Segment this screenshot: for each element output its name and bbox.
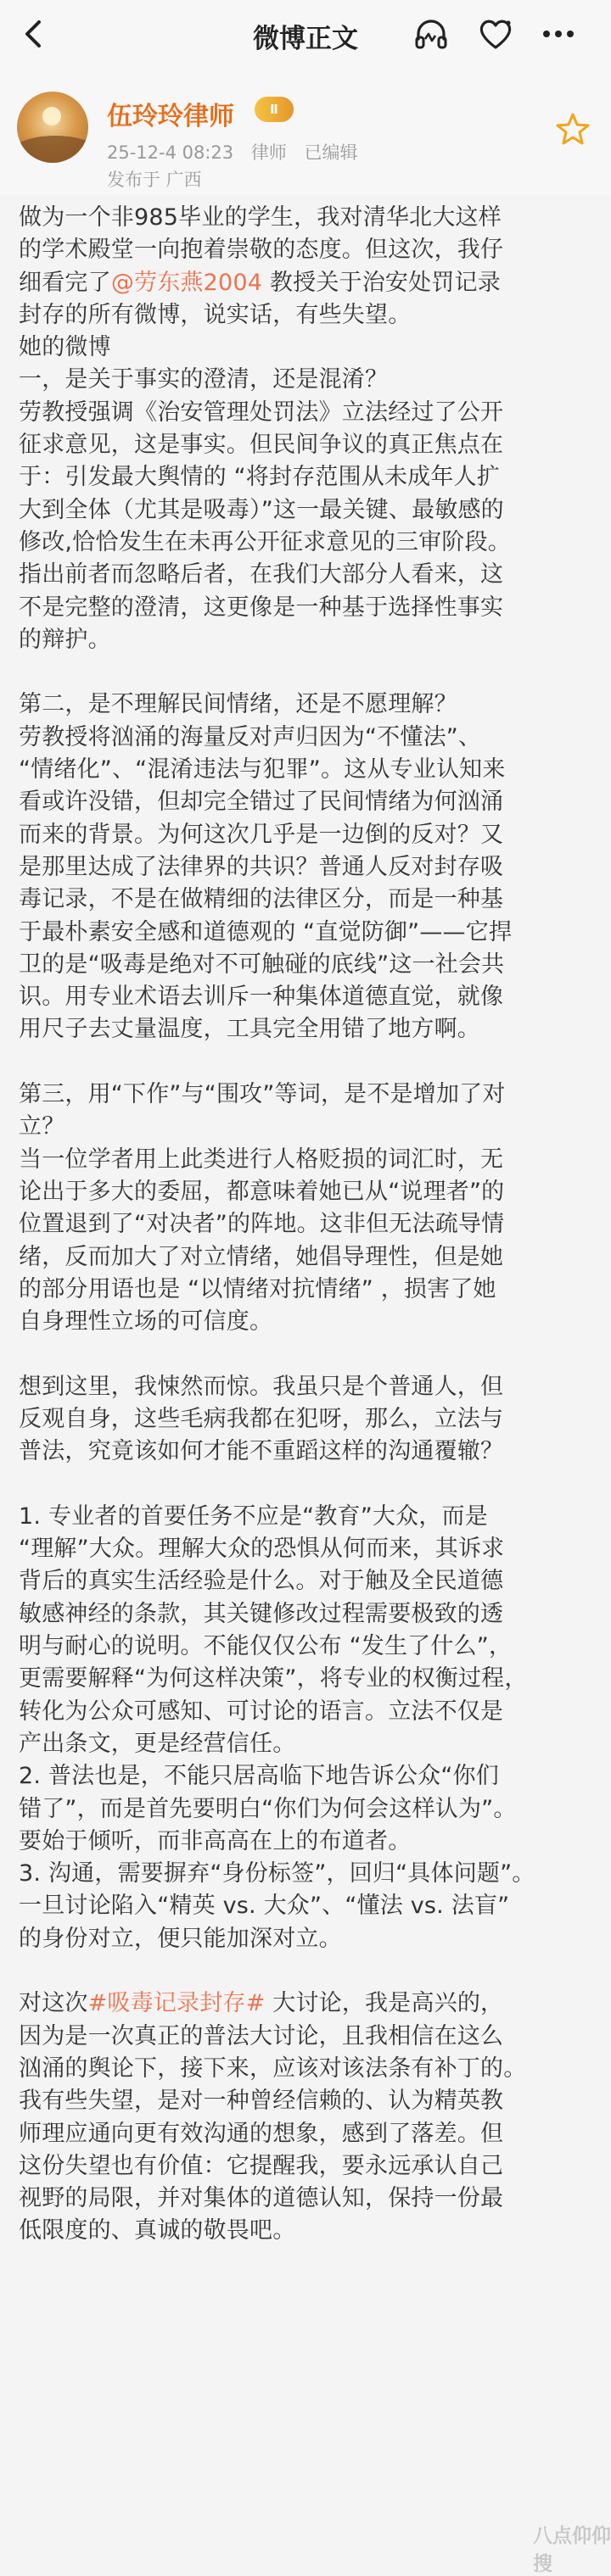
- more-dots-icon[interactable]: [538, 14, 579, 54]
- text-fragment: 教授关于治安处罚记录: [262, 269, 501, 296]
- text-line: 修改,恰恰发生在未再公开征求意见的三审阶段。: [19, 528, 511, 555]
- text-line: 用尺子去丈量温度，工具完全用错了地方啊。: [19, 1016, 480, 1043]
- list-item-line: 2. 普法也是，不能只居高临下地告诉公众“你们: [19, 1763, 499, 1790]
- text-line: 她的微博: [19, 334, 111, 361]
- post-location: 发布于 广西: [107, 170, 202, 190]
- post-body: [19, 202, 596, 2248]
- avatar-hill-shape: [17, 136, 88, 163]
- text-line: 立？: [19, 1113, 65, 1140]
- text-line: 当一位学者用上此类进行人格贬损的词汇时，无: [19, 1146, 504, 1173]
- text-line: 征求意见，这是事实。但民间争议的真正焦点在: [19, 432, 504, 459]
- hashtag-link[interactable]: #吸毒记录封存#: [87, 1990, 266, 2017]
- text-line: 的学术殿堂一向抱着崇敬的态度。但这次，我仔: [19, 237, 504, 264]
- text-fragment: 对这次: [19, 1990, 88, 2017]
- list-item-line: 3. 沟通，需要摒弃“身份标签”，回归“具体问题”。: [19, 1860, 535, 1887]
- text-line: 这份失望也有价值：它提醒我，要永远承认自己: [19, 2152, 504, 2179]
- list-item-line: 更需要解释“为何这样决策”，将专业的权衡过程，: [19, 1665, 528, 1692]
- text-line: 自身理性立场的可信度。: [19, 1308, 273, 1335]
- text-fragment: 大讨论，我是高兴的，: [265, 1990, 504, 2017]
- text-line: 于：引发最大舆情的 “将封存范围从未成年人扩: [19, 464, 500, 491]
- section-heading: 第二，是不理解民间情绪，还是不愿理解？: [19, 691, 457, 718]
- author-role: 律师: [250, 142, 287, 163]
- text-line: 是那里达成了法律界的共识？普通人反对封存吸: [19, 853, 504, 880]
- text-line: [19, 267, 596, 299]
- text-line: 绪，反而加大了对立情绪，她倡导理性，但是她: [19, 1243, 504, 1270]
- list-item-line: 产出条文，更是经营信任。: [19, 1730, 296, 1757]
- list-item-line: 1. 专业者的首要任务不应是“教育”大众，而是: [19, 1503, 488, 1530]
- section-heading: 一，是关于事实的澄清，还是混淆？: [19, 366, 389, 393]
- text-line: 想到这里，我悚然而惊。我虽只是个普通人，但: [19, 1373, 504, 1400]
- text-line: 视野的局限，并对集体的道德认知，保持一份最: [19, 2185, 504, 2212]
- list-item-line: 的身份对立，便只能加深对立。: [19, 1925, 342, 1952]
- post-date: 25-12-4 08:23: [107, 142, 234, 163]
- list-item-line: 一旦讨论陷入“精英 vs. 大众”、“懂法 vs. 法盲”: [19, 1893, 510, 1920]
- text-line: 师理应通向更有效沟通的想象，感到了落差。但: [19, 2120, 504, 2147]
- text-line: 普法，究竟该如何才能不重蹈这样的沟通覆辙？: [19, 1438, 504, 1465]
- text-line: 大到全体（尤其是吸毒）”这一最关键、最敏感的: [19, 496, 504, 523]
- text-line: 不是完整的澄清，这更像是一种基于选择性事实: [19, 594, 504, 621]
- text-line: 识。用专业术语去训斥一种集体道德直觉，就像: [19, 984, 504, 1011]
- member-level-badge[interactable]: Ⅱ: [255, 97, 294, 122]
- text-fragment: 细看完了: [19, 269, 111, 296]
- text-line: “情绪化”、“混淆违法与犯罪”。这从专业认知来: [19, 756, 506, 783]
- text-line: 低限度的、真诚的敬畏吧。: [19, 2217, 296, 2244]
- author-name[interactable]: 伍玲玲律师: [107, 102, 234, 131]
- text-line: 劳教授强调《治安管理处罚法》立法经过了公开: [19, 399, 504, 426]
- user-mention-link[interactable]: @劳东燕2004: [110, 269, 263, 296]
- avatar-sun-shape: [42, 107, 61, 125]
- text-line: 汹涌的舆论下，接下来，应该对该法条有补丁的。: [19, 2055, 527, 2082]
- list-item-line: 明与耐心的说明。不能仅仅公布 “发生了什么”，: [19, 1633, 513, 1660]
- text-line: 劳教授将汹涌的海量反对声归因为“不懂法”、: [19, 723, 482, 750]
- text-line: 论出于多大的委屈，都意味着她已从“说理者”的: [19, 1178, 505, 1205]
- list-item-line: 错了”，而是首先要明白“你们为何会这样认为”。: [19, 1795, 517, 1822]
- source-watermark: 八点仰仰搜: [533, 2525, 611, 2575]
- favorite-star-icon[interactable]: [553, 110, 592, 149]
- text-line: 因为是一次真正的普法大讨论，且我相信在这么: [19, 2022, 504, 2049]
- text-line: 反观自身，这些毛病我都在犯呀，那么，立法与: [19, 1405, 504, 1432]
- text-line: 卫的是“吸毒是绝对不可触碰的底线”这一社会共: [19, 951, 505, 978]
- list-item-line: 转化为公众可感知、可讨论的语言。立法不仅是: [19, 1698, 504, 1725]
- paragraph-gap: [19, 1046, 596, 1079]
- paragraph-gap: [19, 1955, 596, 1988]
- list-item-line: 要始于倾听，而非高高在上的布道者。: [19, 1827, 412, 1854]
- text-line: 的辩护。: [19, 626, 111, 653]
- text-line: 指出前者而忽略后者，在我们大部分人看来，这: [19, 561, 504, 588]
- voice-read-icon[interactable]: [411, 14, 451, 54]
- list-item-line: 背后的真实生活经验是什么。对于触及全民道德: [19, 1568, 504, 1595]
- text-line: 封存的所有微博，说实话，有些失望。: [19, 301, 412, 328]
- paragraph-gap: [19, 656, 596, 689]
- list-item-line: 敏感神经的条款，其关键修改过程需要极致的透: [19, 1600, 504, 1627]
- post-header: [0, 68, 611, 195]
- paragraph-gap: [19, 1469, 596, 1501]
- page-title: 微博正文: [253, 24, 358, 54]
- text-line: 而来的背景。为何这次几乎是一边倒的反对？又: [19, 821, 504, 848]
- list-item-line: “理解”大众。理解大众的恐惧从何而来，其诉求: [19, 1536, 505, 1563]
- text-line: 我有些失望，是对一种曾经信赖的、认为精英教: [19, 2088, 504, 2115]
- text-line: 做为一个非985毕业的学生，我对清华北大这样: [19, 204, 502, 231]
- paragraph-gap: [19, 1338, 596, 1370]
- text-line: 毒记录，不是在做精细的法律区分，而是一种基: [19, 886, 504, 913]
- text-line: 的部分用语也是 “以情绪对抗情绪” ，损害了她: [19, 1275, 496, 1302]
- text-line: 位置退到了“对决者”的阵地。这非但无法疏导情: [19, 1211, 505, 1238]
- text-line: 于最朴素安全感和道德观的 “直觉防御”——它捍: [19, 918, 513, 945]
- section-heading: 第三，用“下作”与“围攻”等词，是不是增加了对: [19, 1081, 506, 1108]
- post-meta: [107, 139, 370, 164]
- avatar[interactable]: [17, 92, 88, 163]
- text-line: [19, 1988, 596, 2020]
- edited-label[interactable]: 已编辑: [304, 142, 358, 163]
- top-bar: [0, 0, 611, 69]
- text-line: 看或许没错，但却完全错过了民间情绪为何汹涌: [19, 789, 504, 816]
- like-heart-icon[interactable]: [475, 14, 516, 54]
